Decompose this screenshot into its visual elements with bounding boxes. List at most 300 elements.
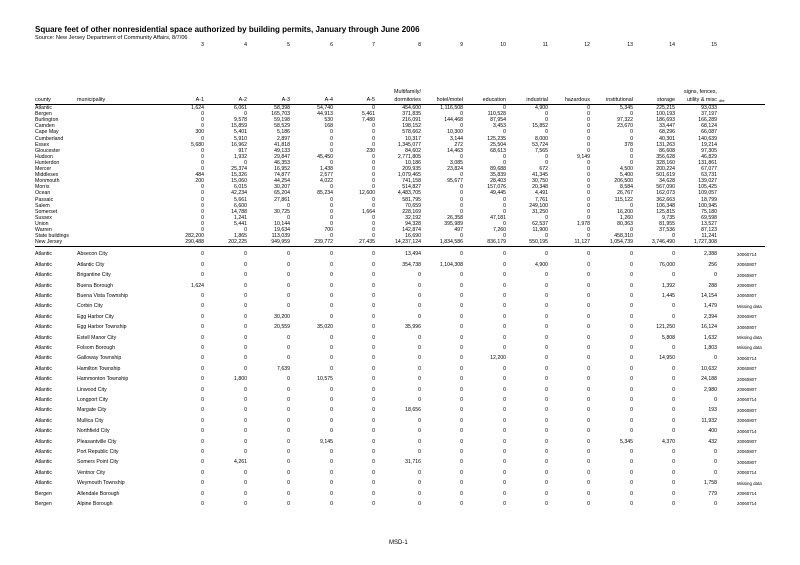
county-name: Atlantic [35, 272, 53, 279]
county-name: Essex [35, 141, 50, 148]
table-cell: 0 [672, 344, 675, 351]
report-date: 20060807 [737, 439, 757, 444]
table-cell: 0 [244, 480, 247, 487]
county-name: Atlantic [35, 334, 53, 341]
table-cell: 0 [503, 428, 506, 435]
table-cell: 140,639 [698, 135, 717, 142]
county-name: Union [35, 220, 49, 227]
county-name: Burlington [35, 117, 59, 124]
table-cell: 19,634 [274, 227, 290, 233]
table-cell: 0 [587, 469, 590, 476]
table-cell: 10,186 [405, 159, 421, 166]
table-cell: 16,690 [405, 233, 421, 240]
table-cell: 165,703 [271, 111, 290, 118]
table-cell: 16,952 [274, 166, 290, 172]
table-cell: 0 [630, 153, 633, 160]
table-cell: 0 [418, 282, 421, 289]
table-cell: 0 [201, 396, 204, 403]
table-cell: 93,033 [701, 105, 717, 111]
table-cell: 1,116,508 [440, 105, 463, 111]
municipality-name: Pleasantville City [77, 438, 117, 445]
table-cell: 0 [587, 117, 590, 124]
table-cell: 356,628 [656, 153, 675, 160]
table-cell: 115,122 [614, 196, 633, 203]
table-cell: 14,788 [231, 208, 247, 215]
county-name: Atlantic [35, 438, 53, 445]
table-cell: 0 [587, 448, 590, 455]
report-date: 20060807 [737, 418, 757, 424]
county-name: Atlantic [35, 344, 53, 351]
table-cell: 110,528 [487, 111, 506, 118]
table-cell: 23,670 [617, 123, 633, 130]
table-cell: 0 [201, 196, 204, 203]
table-cell: 0 [244, 334, 247, 341]
table-cell: 2,980 [704, 386, 717, 393]
table-cell: 0 [714, 448, 717, 455]
municipality-name: Mullica City [77, 417, 104, 424]
table-cell: 0 [587, 272, 590, 279]
table-cell: 0 [201, 135, 204, 142]
table-cell: 5,910 [234, 135, 247, 142]
county-name: Atlantic [35, 407, 53, 414]
table-cell: 0 [460, 500, 463, 507]
table-cell: 1,054,739 [609, 239, 633, 246]
table-cell: 0 [201, 123, 204, 130]
table-cell: 0 [372, 282, 375, 289]
table-cell: 16,962 [231, 141, 247, 148]
table-cell: 0 [287, 490, 290, 497]
table-cell: 0 [287, 303, 290, 310]
table-cell: 41,345 [532, 172, 548, 179]
table-cell: 4,491 [535, 190, 548, 197]
table-cell: 0 [244, 469, 247, 476]
table-cell: 105,425 [698, 184, 717, 191]
municipality-name: Allendale Borough [77, 490, 120, 497]
table-cell: 0 [503, 153, 506, 160]
report-date: 20060714 [737, 428, 757, 434]
table-cell: 6,015 [234, 184, 247, 191]
table-cell: 37,536 [659, 227, 675, 233]
table-cell: 0 [330, 459, 333, 466]
report-date: 20060807 [737, 407, 757, 413]
table-cell: 0 [330, 135, 333, 142]
table-cell: 0 [587, 227, 590, 233]
county-name: Hudson [35, 153, 53, 160]
table-cell: 0 [545, 469, 548, 476]
table-cell: 46,829 [701, 153, 717, 160]
table-cell: 1,624 [191, 105, 204, 111]
table-cell: 0 [460, 282, 463, 289]
county-name: Atlantic [35, 324, 53, 331]
table-cell: 0 [201, 303, 204, 310]
table-cell: 0 [244, 303, 247, 310]
table-cell: 131,861 [698, 159, 717, 166]
table-cell: 0 [503, 490, 506, 497]
table-cell: 0 [587, 172, 590, 179]
table-cell: 0 [672, 469, 675, 476]
table-header [0, 86, 800, 106]
table-cell: 54,740 [317, 105, 333, 111]
table-cell: 15,326 [231, 172, 247, 179]
column-number: 7 [372, 42, 375, 48]
column-number: 11 [542, 42, 548, 48]
table-cell: 0 [672, 233, 675, 240]
table-cell: 0 [418, 500, 421, 507]
table-cell: 58,529 [274, 123, 290, 130]
municipality-name: Folsom Borough [77, 344, 116, 351]
table-cell: 87,954 [490, 117, 506, 124]
table-cell: 0 [287, 396, 290, 403]
table-cell: 0 [330, 196, 333, 203]
table-cell: 0 [330, 344, 333, 351]
header-multifamily-bottom: dormitories [394, 97, 421, 103]
table-cell: 0 [545, 233, 548, 240]
report-date: 20060807 [737, 376, 757, 382]
table-cell: 144,468 [444, 117, 463, 124]
table-cell: 0 [330, 220, 333, 227]
table-cell: 0 [460, 292, 463, 299]
table-cell: 0 [672, 303, 675, 310]
table-cell: 4,370 [662, 438, 675, 445]
county-name: Atlantic [35, 448, 53, 455]
report-date: 20060714 [737, 501, 757, 507]
table-cell: 0 [587, 190, 590, 197]
table-cell: 0 [330, 448, 333, 455]
table-cell: 0 [503, 292, 506, 299]
table-cell: 24,188 [701, 376, 717, 383]
county-name: Atlantic [35, 365, 53, 372]
table-cell: 0 [244, 292, 247, 299]
report-date: 20060714 [737, 397, 757, 403]
table-cell: 0 [460, 324, 463, 331]
table-cell: 0 [201, 227, 204, 233]
county-name: Ocean [35, 190, 51, 197]
table-cell: 0 [372, 129, 375, 136]
table-cell: 0 [244, 344, 247, 351]
table-cell: 0 [460, 233, 463, 240]
table-cell: 0 [587, 396, 590, 403]
table-cell: 0 [330, 303, 333, 310]
table-cell: 0 [244, 324, 247, 331]
municipality-name: Atlantic City [77, 261, 105, 268]
table-cell: 40,301 [659, 135, 675, 142]
table-cell: 514,827 [402, 184, 421, 191]
table-cell: 0 [460, 459, 463, 466]
county-name: Atlantic [35, 386, 53, 393]
table-cell: 0 [545, 313, 548, 320]
table-cell: 28,403 [490, 178, 506, 185]
table-cell: 0 [503, 129, 506, 136]
table-cell: 5,808 [662, 334, 675, 341]
table-cell: 35,020 [317, 324, 333, 331]
table-cell: 2,897 [277, 135, 290, 142]
table-cell: 12,200 [490, 355, 506, 362]
table-cell: 5,401 [234, 129, 247, 136]
table-cell: 14,154 [701, 292, 717, 299]
table-cell: 0 [545, 251, 548, 258]
table-cell: 0 [244, 417, 247, 424]
table-cell: 2,394 [704, 313, 717, 320]
table-cell: 0 [672, 490, 675, 497]
table-cell: 0 [372, 178, 375, 185]
table-cell: 0 [330, 386, 333, 393]
table-cell: 0 [372, 123, 375, 130]
table-cell: 0 [201, 448, 204, 455]
table-cell: 0 [630, 480, 633, 487]
table-cell: 0 [630, 334, 633, 341]
table-cell: 0 [244, 490, 247, 497]
table-cell: 0 [460, 448, 463, 455]
table-cell: 0 [587, 438, 590, 445]
municipality-name: Absecon City [77, 251, 108, 258]
report-date: 20060714 [737, 355, 757, 361]
table-cell: 2,577 [320, 172, 333, 179]
column-number: 9 [460, 42, 463, 48]
table-cell: 20,348 [532, 184, 548, 191]
table-cell: 0 [545, 117, 548, 124]
county-name: State buildings [35, 233, 70, 240]
table-cell: 0 [503, 500, 506, 507]
table-cell: 100,945 [698, 202, 717, 209]
table-cell: 5,680 [191, 141, 204, 148]
table-cell: 0 [287, 459, 290, 466]
municipality-name: Northfield City [77, 428, 110, 435]
table-cell: 672 [539, 166, 548, 172]
table-cell: 0 [587, 147, 590, 154]
table-cell: 0 [630, 469, 633, 476]
table-cell: 11,241 [701, 233, 717, 240]
table-cell: 0 [630, 202, 633, 209]
table-cell: 0 [545, 459, 548, 466]
county-name: Middlesex [35, 172, 59, 179]
table-cell: 0 [330, 282, 333, 289]
table-cell: 249,100 [529, 202, 548, 209]
table-cell: 362,663 [656, 196, 675, 203]
table-cell: 62,537 [532, 220, 548, 227]
table-cell: 0 [201, 272, 204, 279]
table-cell: 0 [587, 282, 590, 289]
table-cell: 0 [287, 261, 290, 268]
county-name: Atlantic [35, 459, 53, 466]
table-cell: 0 [330, 355, 333, 362]
table-cell: 58,398 [274, 105, 290, 111]
table-cell: 290,488 [185, 239, 204, 246]
table-cell: 86,608 [659, 147, 675, 154]
table-cell: 0 [460, 272, 463, 279]
table-cell: 139,027 [698, 178, 717, 185]
table-cell: 0 [244, 282, 247, 289]
table-cell: 8,584 [620, 184, 633, 191]
header-signs-bottom: utility & misc [687, 97, 717, 103]
table-cell: 0 [201, 334, 204, 341]
table-cell: 12,600 [359, 190, 375, 197]
table-cell: 94,328 [405, 220, 421, 227]
table-cell: 0 [287, 438, 290, 445]
table-cell: 0 [714, 500, 717, 507]
table-cell: 300 [195, 129, 204, 136]
table-cell: 0 [545, 376, 548, 383]
table-cell: 0 [418, 417, 421, 424]
table-cell: 0 [330, 407, 333, 414]
table-cell: 230 [366, 147, 375, 154]
municipality-name: Corbin City [77, 303, 103, 310]
table-cell: 31,716 [405, 459, 421, 466]
county-name: Morris [35, 184, 50, 191]
table-cell: 0 [503, 396, 506, 403]
table-cell: 200 [195, 178, 204, 185]
table-cell: 5,441 [234, 220, 247, 227]
table-cell: 0 [630, 428, 633, 435]
table-cell: 0 [503, 417, 506, 424]
table-cell: 0 [330, 147, 333, 154]
table-cell: 49,133 [274, 147, 290, 154]
table-cell: 0 [630, 396, 633, 403]
municipality-name: Galloway Township [77, 355, 122, 362]
table-cell: 10,632 [701, 365, 717, 372]
table-cell: 0 [372, 141, 375, 148]
table-cell: 0 [201, 117, 204, 124]
table-cell: 0 [545, 303, 548, 310]
table-cell: 3,085 [450, 159, 463, 166]
table-cell: 0 [587, 303, 590, 310]
county-name: Atlantic [35, 417, 53, 424]
header-a4: A-4 [324, 97, 333, 103]
table-cell: 3,453 [493, 123, 506, 130]
table-cell: 0 [630, 111, 633, 118]
table-cell: 1,104,308 [439, 261, 463, 268]
report-date: 20060807 [737, 262, 757, 268]
table-cell: 198,152 [402, 123, 421, 130]
table-cell: 42,234 [231, 190, 247, 197]
table-cell: 11,900 [532, 227, 548, 233]
table-cell: 0 [372, 355, 375, 362]
table-cell: 7,480 [362, 117, 375, 124]
table-cell: 31,250 [532, 208, 548, 215]
table-cell: 0 [287, 386, 290, 393]
table-cell: 0 [630, 500, 633, 507]
county-name: Atlantic [35, 303, 53, 310]
table-cell: 49,445 [490, 190, 506, 197]
table-cell: 256 [708, 261, 717, 268]
county-name: Monmouth [35, 178, 60, 185]
municipality-name: Buena Vista Township [77, 292, 128, 299]
table-cell: 0 [201, 153, 204, 160]
header-a1: A-1 [195, 97, 204, 103]
table-cell: 0 [672, 480, 675, 487]
table-cell: 2,771,805 [397, 153, 421, 160]
table-cell: 0 [201, 428, 204, 435]
table-cell: 0 [201, 407, 204, 414]
table-cell: 200,224 [656, 166, 675, 172]
table-cell: 0 [330, 233, 333, 240]
report-date: 20060807 [737, 272, 757, 278]
table-cell: 0 [545, 355, 548, 362]
table-cell: 0 [330, 159, 333, 166]
header-institutional: institutional [606, 97, 633, 103]
table-cell: 0 [545, 448, 548, 455]
table-cell: 162,073 [656, 190, 675, 197]
county-name: Hunterdon [35, 159, 60, 166]
table-cell: 0 [503, 438, 506, 445]
table-cell: 13,494 [405, 251, 421, 258]
table-cell: 131,263 [656, 141, 675, 148]
table-cell: 0 [372, 159, 375, 166]
table-cell: 6,600 [234, 202, 247, 209]
table-cell: 95,677 [447, 178, 463, 185]
table-cell: 121,250 [656, 324, 675, 331]
table-cell: 0 [460, 172, 463, 179]
table-cell: 19,214 [701, 141, 717, 148]
county-name: Gloucester [35, 147, 61, 154]
table-cell: 0 [672, 459, 675, 466]
table-cell: 0 [244, 159, 247, 166]
table-cell: 1,445 [662, 292, 675, 299]
table-cell: 0 [287, 428, 290, 435]
table-cell: 0 [287, 334, 290, 341]
table-cell: 0 [587, 135, 590, 142]
table-cell: 0 [418, 428, 421, 435]
table-cell: 20,559 [274, 324, 290, 331]
table-cell: 193 [708, 407, 717, 414]
table-cell: 5,661 [234, 196, 247, 203]
table-cell: 35,996 [405, 324, 421, 331]
table-cell: 1,865 [234, 233, 247, 240]
table-cell: 0 [460, 407, 463, 414]
table-cell: 18,656 [405, 407, 421, 414]
municipality-name: Alpine Borough [77, 500, 113, 507]
table-cell: 0 [460, 490, 463, 497]
table-cell: 0 [244, 500, 247, 507]
table-cell: 0 [330, 251, 333, 258]
report-date: 20060807 [737, 387, 757, 392]
header-signs-suffix: dte [719, 98, 725, 103]
table-cell: 26,358 [447, 214, 463, 221]
table-cell: 0 [672, 407, 675, 414]
table-cell: 0 [201, 480, 204, 487]
table-cell: 10,317 [405, 135, 421, 142]
table-cell: 0 [503, 313, 506, 320]
table-cell: 0 [630, 227, 633, 233]
table-cell: 0 [372, 227, 375, 233]
table-cell: 0 [503, 220, 506, 227]
table-cell: 0 [672, 448, 675, 455]
table-cell: 0 [372, 407, 375, 414]
table-cell: 0 [372, 459, 375, 466]
source-note: Source: New Jersey Department of Community Affairs, 8/7/06 [35, 35, 188, 41]
table-cell: 0 [587, 480, 590, 487]
table-cell: 0 [460, 184, 463, 191]
header-hotel-motel: hotel/motel [436, 97, 463, 103]
municipality-name: Weymouth Township [77, 480, 125, 487]
table-cell: 0 [201, 459, 204, 466]
table-cell: 0 [460, 365, 463, 372]
county-name: Atlantic [35, 355, 53, 362]
county-name: Atlantic [35, 428, 53, 435]
table-cell: 10,144 [274, 220, 290, 227]
report-date: 20060807 [737, 449, 757, 455]
table-cell: 0 [503, 208, 506, 215]
county-name: Atlantic [35, 313, 53, 320]
table-cell: 1,438 [320, 166, 333, 172]
municipality-name: Brigantine City [77, 272, 111, 279]
table-cell: 0 [503, 386, 506, 393]
table-cell: 15,852 [532, 123, 548, 130]
municipality-name: Buena Borough [77, 282, 114, 289]
table-cell: 0 [330, 313, 333, 320]
table-cell: 0 [330, 469, 333, 476]
county-name: Somerset [35, 208, 58, 215]
table-cell: 1,079,465 [397, 172, 421, 179]
